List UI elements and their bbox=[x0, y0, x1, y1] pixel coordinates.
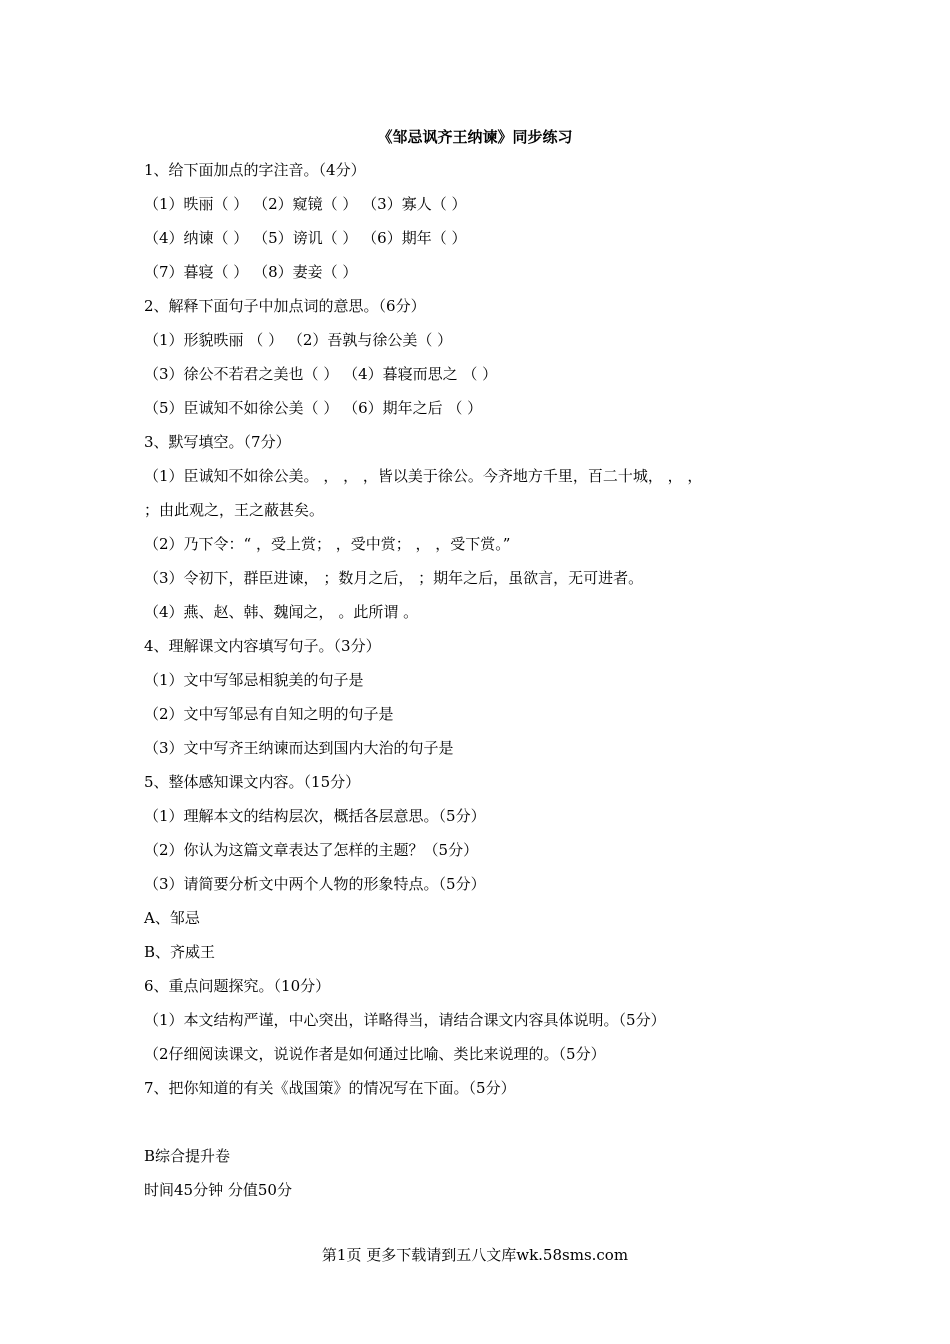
question-4-item-3: （3）文中写齐王纳谏而达到国内大治的句子是 bbox=[144, 739, 454, 757]
spacer bbox=[144, 1110, 824, 1144]
question-1-row-1: （1）昳丽（ ） （2）窥镜（ ） （3）寡人（ ） bbox=[144, 195, 467, 213]
question-3-item-1: （1）臣诚知不如徐公美。 ， ， ，皆以美于徐公。今齐地方千里，百二十城， ， ， bbox=[144, 467, 703, 485]
question-5-heading: 5、整体感知课文内容。（15分） bbox=[144, 773, 361, 791]
question-1-row-3: （7）暮寝（ ） （8）妻妾（ ） bbox=[144, 263, 358, 281]
question-1-row-2: （4）纳谏（ ） （5）谤讥（ ） （6）期年（ ） bbox=[144, 229, 467, 247]
question-2-row-2: （3）徐公不若君之美也（ ） （4）暮寝而思之 （ ） bbox=[144, 365, 498, 383]
question-3-item-3: （3）令初下，群臣进谏， ；数月之后， ；期年之后，虽欲言，无可进者。 bbox=[144, 569, 644, 587]
question-5-item-1: （1）理解本文的结构层次，概括各层意思。（5分） bbox=[144, 807, 486, 825]
question-7-heading: 7、把你知道的有关《战国策》的情况写在下面。（5分） bbox=[144, 1079, 516, 1097]
question-4-item-1: （1）文中写邹忌相貌美的句子是 bbox=[144, 671, 364, 689]
page-title: 《邹忌讽齐王纳谏》同步练习 bbox=[377, 128, 573, 146]
section-b-heading: B综合提升卷 bbox=[144, 1147, 231, 1165]
question-6-heading: 6、重点问题探究。（10分） bbox=[144, 977, 331, 995]
question-3-item-2: （2）乃下令：“ ，受上赏； ，受中赏； ， ，受下赏。” bbox=[144, 535, 511, 553]
question-6-item-2: （2仔细阅读课文，说说作者是如何通过比喻、类比来说理的。（5分） bbox=[144, 1045, 606, 1063]
question-6-item-1: （1）本文结构严谨，中心突出，详略得当，请结合课文内容具体说明。（5分） bbox=[144, 1011, 666, 1029]
question-1-heading: 1、给下面加点的字注音。（4分） bbox=[144, 161, 366, 179]
question-2-row-1: （1）形貌昳丽 （ ） （2）吾孰与徐公美（ ） bbox=[144, 331, 453, 349]
question-4-item-2: （2）文中写邹忌有自知之明的句子是 bbox=[144, 705, 394, 723]
question-4-heading: 4、理解课文内容填写句子。（3分） bbox=[144, 637, 381, 655]
page-footer: 第1页 更多下载请到五八文库wk.58sms.com bbox=[321, 1246, 629, 1264]
exercise-body bbox=[144, 158, 824, 1212]
question-3-item-1-cont: ；由此观之，王之蔽甚矣。 bbox=[144, 501, 325, 519]
section-b-meta: 时间45分钟 分值50分 bbox=[144, 1181, 292, 1199]
question-5-item-3: （3）请简要分析文中两个人物的形象特点。（5分） bbox=[144, 875, 486, 893]
question-2-heading: 2、解释下面句子中加点词的意思。（6分） bbox=[144, 297, 426, 315]
question-3-item-4: （4）燕、赵、韩、魏闻之， 。此所谓 。 bbox=[144, 603, 419, 621]
question-2-row-3: （5）臣诚知不如徐公美（ ） （6）期年之后 （ ） bbox=[144, 399, 483, 417]
question-5-option-b: B、齐威王 bbox=[144, 943, 216, 961]
question-5-option-a: A、邹忌 bbox=[144, 909, 200, 927]
question-3-heading: 3、默写填空。（7分） bbox=[144, 433, 291, 451]
question-5-item-2: （2）你认为这篇文章表达了怎样的主题？（5分） bbox=[144, 841, 479, 859]
